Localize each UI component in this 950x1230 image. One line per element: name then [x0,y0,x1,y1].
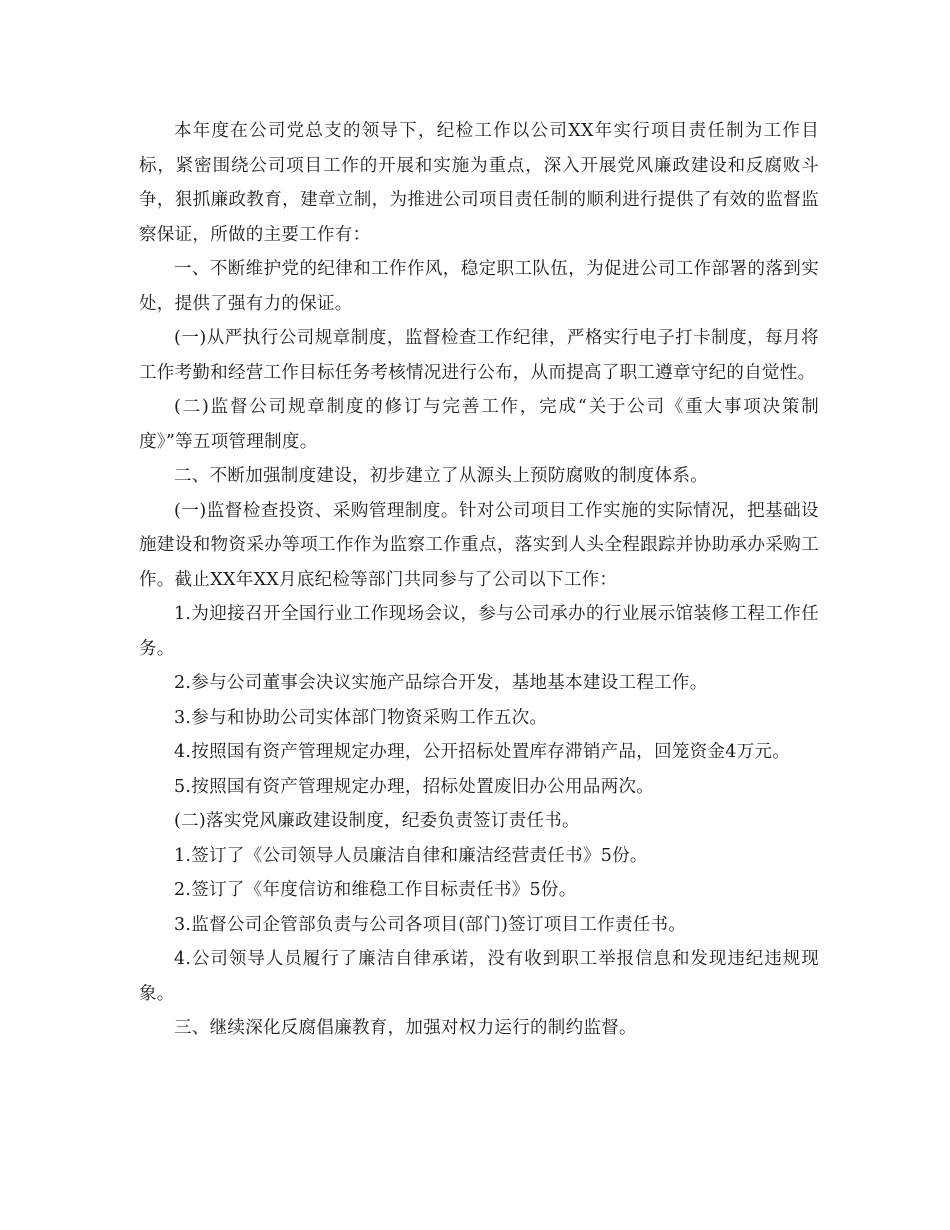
list-item: 3.参与和协助公司实体部门物资采购工作五次。 [174,707,548,728]
paragraph-intro: 本年度在公司党总支的领导下，纪检工作以公司XX年实行项目责任制为工作目标，紧密围绕公司项目工作的开展和实施为重点，深入开展党风廉政建设和反腐败斗争，狠抓廉政教育，建章立制，为推进公司项目责任制的顺利进行提供了有效的监督监察保证，所做的主要工作有： [139,121,819,245]
paragraph-section-2-item-2: (二)落实党风廉政建设制度，纪委负责签订责任书。 [174,811,580,831]
heading-section-3: 三、继续深化反腐倡廉教育，加强对权力运行的制约监督。 [174,1018,637,1038]
list-item: 5.按照国有资产管理规定办理，招标处置废旧办公用品两次。 [174,776,655,797]
list-item: 4.公司领导人员履行了廉洁自律承诺，没有收到职工举报信息和发现违纪违规现象。 [139,949,819,1004]
list-item: 2.参与公司董事会决议实施产品综合开发，基地基本建设工程工作。 [174,673,708,693]
heading-section-2: 二、不断加强制度建设，初步建立了从源头上预防腐败的制度体系。 [174,466,708,486]
list-item: 3.监督公司企管部负责与公司各项目(部门)签订项目工作责任书。 [174,914,687,935]
document-body [139,114,819,1046]
list-item: 4.按照国有资产管理规定办理，公开招标处置库存滞销产品，回笼资金4万元。 [174,742,791,762]
paragraph-section-2-item-1: (一)监督检查投资、采购管理制度。针对公司项目工作实施的实际情况，把基础设施建设和物资采办等项工作作为监察工作重点，落实到人头全程跟踪并协助承办采购工作。截止XX年XX月底纪检等部门共同参与了公司以下工作： [139,500,819,590]
paragraph-section-1-item-2: (二)监督公司规章制度的修订与完善工作，完成“关于公司《重大事项决策制度》”等五项管理制度。 [139,397,819,452]
list-item: 1.签订了《公司领导人员廉洁自律和廉洁经营责任书》5份。 [174,845,648,866]
heading-section-1: 一、不断维护党的纪律和工作作风，稳定职工队伍，为促进公司工作部署的落到实处，提供了强有力的保证。 [139,259,819,314]
list-item: 2.签订了《年度信访和维稳工作目标责任书》5份。 [174,880,577,900]
list-item: 1.为迎接召开全国行业工作现场会议，参与公司承办的行业展示馆装修工程工作任务。 [139,604,819,659]
paragraph-section-1-item-1: (一)从严执行公司规章制度，监督检查工作纪律，严格实行电子打卡制度，每月将工作考勤和经营工作目标任务考核情况进行公布，从而提高了职工遵章守纪的自觉性。 [139,328,819,383]
